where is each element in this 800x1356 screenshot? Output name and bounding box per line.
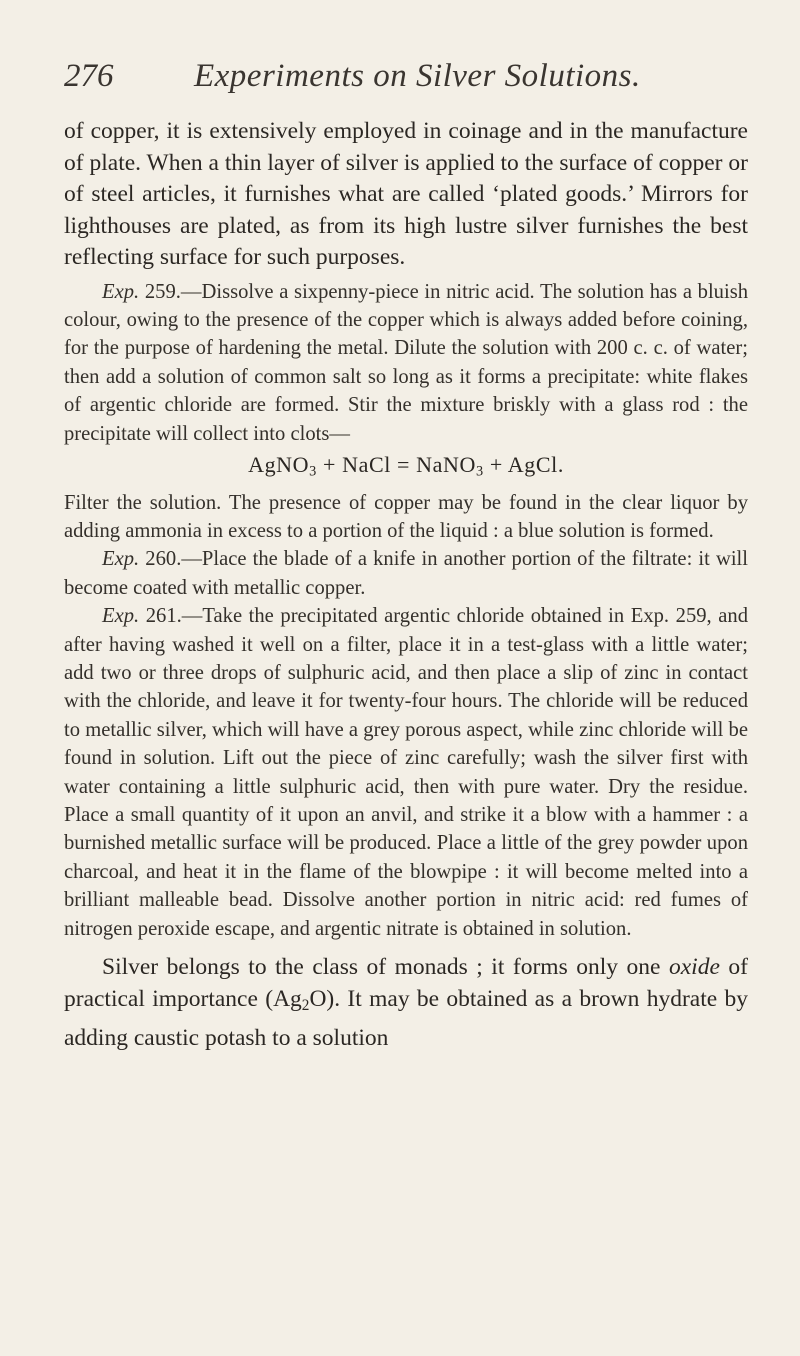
intro-paragraph: of copper, it is extensively employed in coinage and in the manufacture of plate. When a thin layer of silver is applied to the surface of copper or of steel articles, it furnishes what are called ‘plated goods.’ Mirrors for lighthouses are plated, as from its high lustre silver furnishes the best reflecting surface for such purposes.: [64, 118, 748, 270]
body-text: [64, 116, 748, 1054]
final-text: O). It may be obtained as a brown hydrate by adding caustic potash to a solution: [64, 986, 748, 1051]
experiment-label: Exp.: [102, 548, 140, 571]
chemical-equation: [64, 450, 748, 487]
final-text: of practical importance (Ag: [64, 954, 748, 1012]
experiment-260: [64, 545, 748, 602]
equation-term: + NaCl = NaNO: [316, 451, 476, 477]
experiment-label: Exp.: [102, 280, 140, 303]
experiment-text: 259.—Dissolve a sixpenny-piece in nitric acid. The solution has a bluish colour, owing to the presence of the copper which is always added before coining, for the purpose of hardening the metal. Dilute the solution with 200 c. c. of water; then add a solution of common salt so long as it forms a precipitate: white flakes of argentic chloride are formed. Stir the mixture briskly with a glass rod : the precipitate will collect into clots—: [64, 280, 749, 445]
formula-subscript: 2: [301, 996, 310, 1014]
final-italic-word: oxide: [669, 954, 720, 980]
equation-term: + AgCl.: [483, 451, 564, 477]
final-text: Silver belongs to the class of monads ; it forms only one: [102, 954, 669, 980]
experiment-261: [64, 602, 748, 943]
filter-paragraph: Filter the solution. The presence of copper may be found in the clear liquor by adding ammonia in excess to a portion of the liquid : a blue solution is formed.: [64, 491, 748, 542]
experiment-text: 261.—Take the precipitated argentic chloride obtained in Exp. 259, and after having washed it well on a filter, place it in a test-glass with a little water; add two or three drops of sulphuric acid, and then place a slip of zinc in contact with the chloride, and leave it for twenty-four hours. The chloride will be reduced to metallic silver, which will have a grey porous aspect, while zinc chloride will be found in solution. Lift out the piece of zinc carefully; wash the silver first with water containing a little sulphuric acid, then with pure water. Dry the residue. Place a small quantity of it upon an anvil, and strike it a blow with a hammer : a burnished metallic surface will be produced. Place a little of the grey powder upon charcoal, and heat it in the flame of the blowpipe : it will become melted into a brilliant malleable bead. Dissolve another portion in nitric acid: red fumes of nitrogen peroxide escape, and argentic nitrate is obtained in solution.: [64, 605, 748, 940]
equation-subscript: 3: [309, 463, 317, 480]
equation-subscript: 3: [476, 463, 484, 480]
page-number: 276: [64, 58, 114, 94]
page-header: [64, 54, 744, 98]
experiment-label: Exp.: [102, 605, 140, 628]
equation-term: AgNO: [248, 451, 310, 477]
final-paragraph: [64, 951, 748, 1054]
experiment-259: [64, 278, 748, 448]
experiment-text: 260.—Place the blade of a knife in another portion of the filtrate: it will become coated with metallic copper.: [64, 548, 748, 599]
running-title: Experiments on Silver Solutions.: [194, 58, 641, 94]
